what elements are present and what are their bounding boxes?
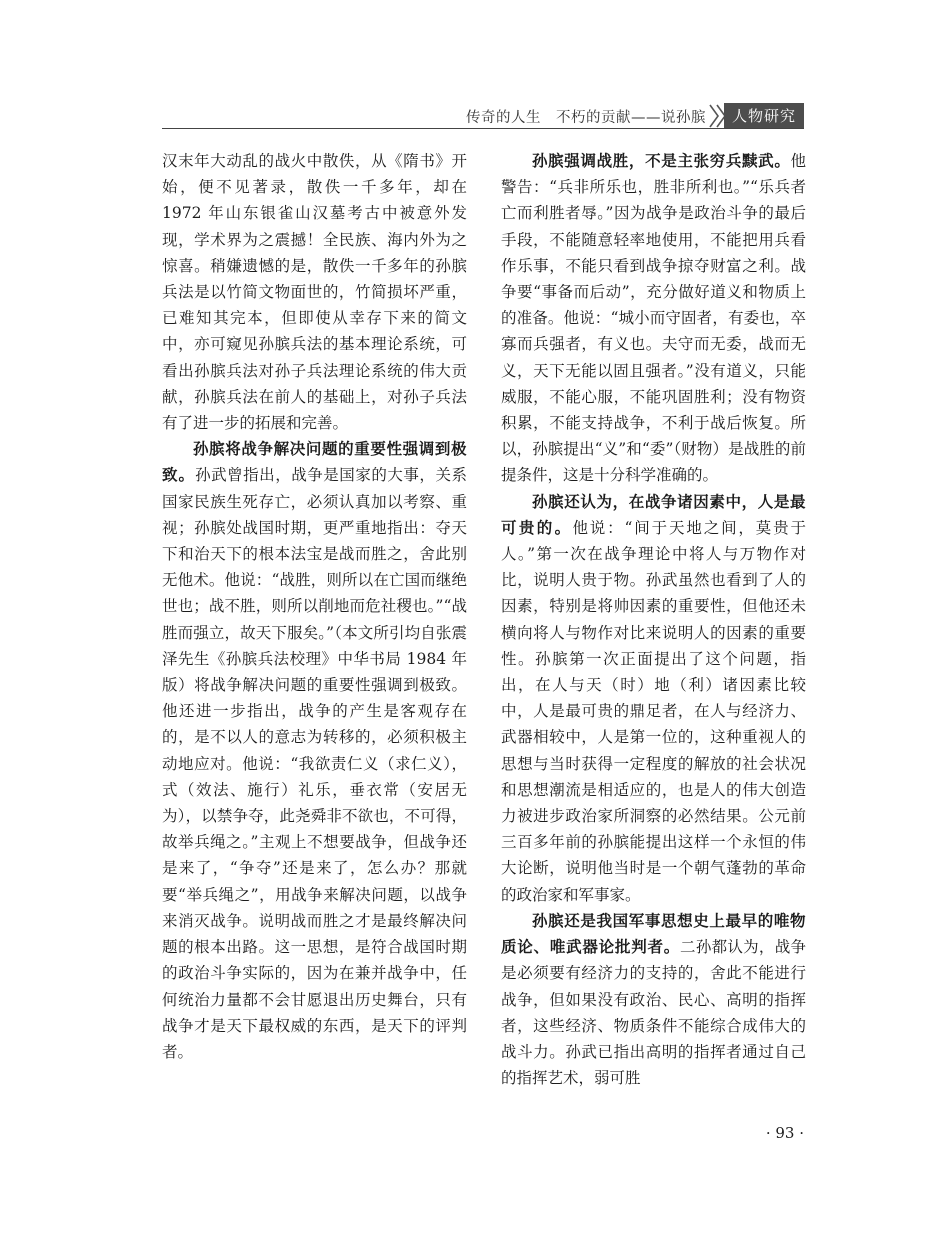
paragraph-lead: 孙膑强调战胜，不是主张穷兵黩武。 [532,151,791,170]
section-label: 人物研究 [724,103,804,129]
paragraph [501,908,806,1091]
paragraph-text: 他说：“间于天地之间，莫贵于人。”第一次在战争理论中将人与万物作对比，说明人贵于物。孙武虽然也看到了人的因素，特别是将帅因素的重要性，但他还未横向将人与物作对比来说明人的因素的重要性。孙膑第一次正面提出了这个问题，指出，在人与天（时）地（利）诸因素比较中，人是最可贵的鼎足者，在人与经济力、武器相较中，人是第一位的，这种重视人的思想与当时获得一定程度的解放的社会状况和思想潮流是相适应的，也是人的伟大创造力被进步政治家所洞察的必然结果。公元前三百多年前的孙膑能提出这样一个永恒的伟大论断，说明他当时是一个朝气蓬勃的革命的政治家和军事家。 [501,518,806,904]
paragraph-text: 汉末年大动乱的战火中散佚，从《隋书》开始，便不见著录，散佚一千多年，却在 1972 年山东银雀山汉墓考古中被意外发现，学术界为之震撼！全民族、海内外为之惊喜。稍嫌遗憾的是，散佚一千多年的孙膑兵法是以竹简文物面世的，竹简损坏严重，已难知其完本，但即使从幸存下来的简文中，亦可窥见孙膑兵法的基本理论系统，可看出孙膑兵法对孙子兵法理论系统的伟大贡献，孙膑兵法在前人的基础上，对孙子兵法有了进一步的拓展和完善。 [162,152,467,433]
paragraph-lead: 孙膑将战争解决问题的重要性强调到极致。 [162,439,467,485]
paragraph-text: 孙武曾指出，战争是国家的大事，关系国家民族生死存亡，必须认真加以考察、重视；孙膑处战国时期，更严重地指出：夺天下和治天下的根本法宝是战而胜之，舍此别无他术。他说：“战胜，则所以在亡国而继绝世也；战不胜，则所以削地而危社稷也。”“战胜而强立，故天下服矣。”（本文所引均自张震泽先生《孙膑兵法校理》中华书局 1984 年版）将战争解决问题的重要性强调到极致。他还进一步指出，战争的产生是客观存在的，是不以人的意志为转移的，必须积极主动地应对。他说：“我欲责仁义（求仁义），式（效法、施行）礼乐，垂衣常（安居无为），以禁争夺，此尧舜非不欲也，不可得，故举兵绳之。”主观上不想要战争，但战争还是来了，“争夺”还是来了，怎么办？那就要“举兵绳之”，用战争来解决问题，以战争来消灭战争。说明战而胜之才是最终解决问题的根本出路。这一思想，是符合战国时期的政治斗争实际的，因为在兼并战争中，任何统治力量都不会甘愿退出历史舞台，只有战争才是天下最权威的东西，是天下的评判者。 [162,466,467,1061]
paragraph [162,436,467,1065]
running-header [162,100,804,130]
running-title: 传奇的人生 不朽的贡献——说孙膑 [466,110,706,126]
header-rule [162,128,804,129]
left-column [162,148,467,1065]
paragraph-lead: 孙膑还认为，在战争诸因素中，人是最可贵的。 [501,491,806,537]
paragraph [501,148,806,489]
paragraph [162,148,467,436]
paragraph-lead: 孙膑还是我国军事思想史上最早的唯物质论、唯武器论批判者。 [501,910,806,957]
paragraph [501,489,806,908]
page-number: · 93 · [765,1124,804,1142]
paragraph-text: 他警告：“兵非所乐也，胜非所利也。”“乐兵者亡而利胜者辱。”因为战争是政治斗争的最后手段，不能随意轻率地使用，不能把用兵看作乐事，不能只看到战争掠夺财富之利。战争要“事备而后动”，充分做好道义和物质上的准备。他说：“城小而守固者，有委也，卒寡而兵强者，有义也。夫守而无委，战而无义，天下无能以固且强者。”没有道义，只能威服，不能心服，不能巩固胜利；没有物资积累，不能支持战争，不利于战后恢复。所以，孙膑提出“义”和“委”（财物）是战胜的前提条件，这是十分科学准确的。 [501,152,806,485]
right-column [501,148,806,1091]
paragraph-text: 二孙都认为，战争是必须要有经济力的支持的，舍此不能进行战争，但如果没有政治、民心、高明的指挥者，这些经济、物质条件不能综合成伟大的战斗力。孙武已指出高明的指挥者通过自己的指挥艺术，弱可胜 [501,938,806,1088]
